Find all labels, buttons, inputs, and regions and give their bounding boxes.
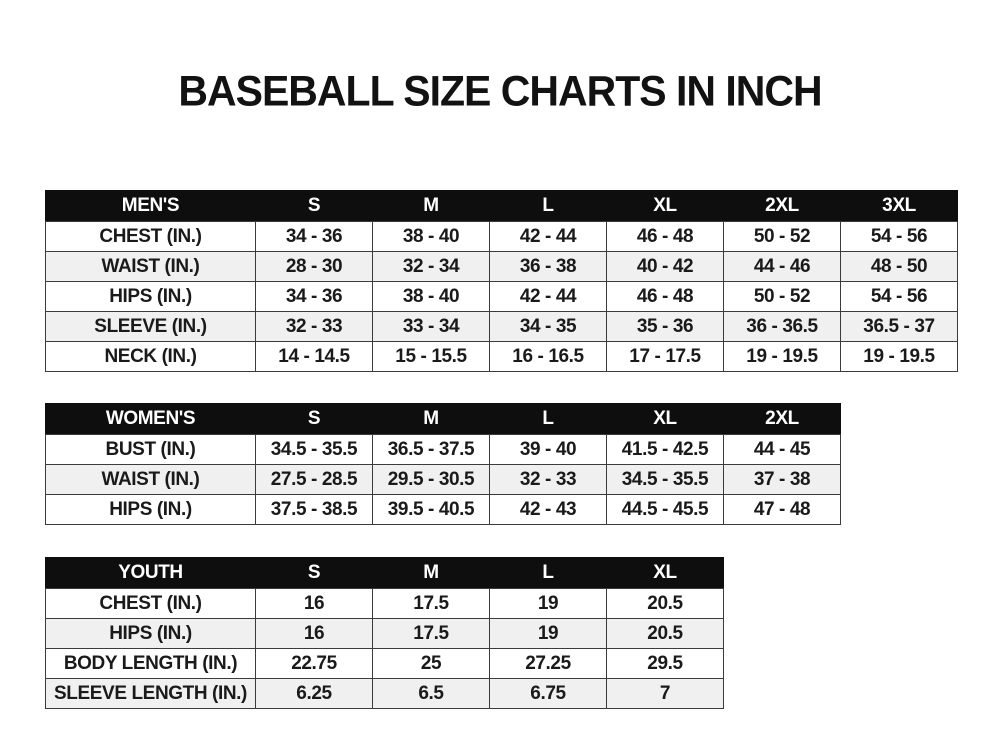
mens-size-cell: 32 - 33 xyxy=(256,312,373,342)
youth-size-cell: 6.5 xyxy=(373,679,490,709)
womens-table-row xyxy=(46,465,841,495)
mens-size-cell: 36 - 38 xyxy=(490,252,607,282)
womens-size-cell: 41.5 - 42.5 xyxy=(607,435,724,465)
youth-size-cell: 19 xyxy=(490,589,607,619)
womens-size-cell: 34.5 - 35.5 xyxy=(256,435,373,465)
womens-size-cell: 37.5 - 38.5 xyxy=(256,495,373,525)
mens-table-row xyxy=(46,312,958,342)
mens-row-label: CHEST (IN.) xyxy=(46,222,256,252)
mens-size-header: S xyxy=(256,191,373,222)
youth-size-cell: 22.75 xyxy=(256,649,373,679)
womens-size-cell: 27.5 - 28.5 xyxy=(256,465,373,495)
womens-size-cell: 44 - 45 xyxy=(724,435,841,465)
youth-size-cell: 19 xyxy=(490,619,607,649)
mens-size-cell: 38 - 40 xyxy=(373,222,490,252)
youth-size-cell: 7 xyxy=(607,679,724,709)
mens-size-header: XL xyxy=(607,191,724,222)
youth-size-cell: 16 xyxy=(256,589,373,619)
youth-size-header: XL xyxy=(607,558,724,589)
mens-size-header: L xyxy=(490,191,607,222)
womens-row-label: HIPS (IN.) xyxy=(46,495,256,525)
youth-size-cell: 17.5 xyxy=(373,589,490,619)
mens-size-cell: 19 - 19.5 xyxy=(724,342,841,372)
womens-header-row xyxy=(46,404,841,435)
womens-size-header: S xyxy=(256,404,373,435)
youth-size-cell: 6.25 xyxy=(256,679,373,709)
mens-size-cell: 54 - 56 xyxy=(841,222,958,252)
youth-table-row xyxy=(46,649,724,679)
mens-size-cell: 36.5 - 37 xyxy=(841,312,958,342)
youth-size-header: L xyxy=(490,558,607,589)
mens-size-cell: 48 - 50 xyxy=(841,252,958,282)
womens-table-row xyxy=(46,435,841,465)
mens-size-cell: 42 - 44 xyxy=(490,282,607,312)
mens-size-header: 3XL xyxy=(841,191,958,222)
womens-size-cell: 47 - 48 xyxy=(724,495,841,525)
youth-size-cell: 27.25 xyxy=(490,649,607,679)
youth-table-row xyxy=(46,679,724,709)
womens-size-cell: 37 - 38 xyxy=(724,465,841,495)
womens-size-cell: 42 - 43 xyxy=(490,495,607,525)
youth-table-row xyxy=(46,589,724,619)
womens-size-header: 2XL xyxy=(724,404,841,435)
youth-row-label: BODY LENGTH (IN.) xyxy=(46,649,256,679)
mens-size-cell: 40 - 42 xyxy=(607,252,724,282)
mens-size-cell: 32 - 34 xyxy=(373,252,490,282)
youth-size-cell: 20.5 xyxy=(607,619,724,649)
mens-size-table xyxy=(45,190,958,372)
mens-table-row xyxy=(46,252,958,282)
mens-size-cell: 50 - 52 xyxy=(724,222,841,252)
womens-table-row xyxy=(46,495,841,525)
womens-size-cell: 39.5 - 40.5 xyxy=(373,495,490,525)
youth-size-header: S xyxy=(256,558,373,589)
youth-size-header: M xyxy=(373,558,490,589)
mens-size-cell: 34 - 35 xyxy=(490,312,607,342)
mens-row-label: WAIST (IN.) xyxy=(46,252,256,282)
mens-size-cell: 54 - 56 xyxy=(841,282,958,312)
mens-size-cell: 35 - 36 xyxy=(607,312,724,342)
youth-size-cell: 25 xyxy=(373,649,490,679)
womens-group-label: WOMEN'S xyxy=(46,404,256,435)
mens-size-cell: 38 - 40 xyxy=(373,282,490,312)
mens-table-row xyxy=(46,222,958,252)
womens-size-table xyxy=(45,403,841,525)
mens-row-label: SLEEVE (IN.) xyxy=(46,312,256,342)
mens-size-cell: 36 - 36.5 xyxy=(724,312,841,342)
youth-size-cell: 20.5 xyxy=(607,589,724,619)
mens-size-cell: 44 - 46 xyxy=(724,252,841,282)
mens-size-header: M xyxy=(373,191,490,222)
youth-row-label: CHEST (IN.) xyxy=(46,589,256,619)
mens-size-cell: 14 - 14.5 xyxy=(256,342,373,372)
womens-size-header: XL xyxy=(607,404,724,435)
mens-size-cell: 34 - 36 xyxy=(256,282,373,312)
womens-size-cell: 39 - 40 xyxy=(490,435,607,465)
mens-header-row xyxy=(46,191,958,222)
mens-size-cell: 34 - 36 xyxy=(256,222,373,252)
mens-table-row xyxy=(46,342,958,372)
womens-size-cell: 34.5 - 35.5 xyxy=(607,465,724,495)
womens-row-label: BUST (IN.) xyxy=(46,435,256,465)
youth-size-cell: 17.5 xyxy=(373,619,490,649)
womens-size-cell: 44.5 - 45.5 xyxy=(607,495,724,525)
mens-size-header: 2XL xyxy=(724,191,841,222)
youth-size-cell: 29.5 xyxy=(607,649,724,679)
mens-size-cell: 33 - 34 xyxy=(373,312,490,342)
youth-row-label: HIPS (IN.) xyxy=(46,619,256,649)
youth-size-cell: 6.75 xyxy=(490,679,607,709)
mens-size-cell: 28 - 30 xyxy=(256,252,373,282)
mens-size-cell: 42 - 44 xyxy=(490,222,607,252)
mens-table-row xyxy=(46,282,958,312)
youth-group-label: YOUTH xyxy=(46,558,256,589)
womens-size-cell: 29.5 - 30.5 xyxy=(373,465,490,495)
mens-size-cell: 46 - 48 xyxy=(607,222,724,252)
youth-header-row xyxy=(46,558,724,589)
mens-size-cell: 19 - 19.5 xyxy=(841,342,958,372)
mens-group-label: MEN'S xyxy=(46,191,256,222)
mens-row-label: HIPS (IN.) xyxy=(46,282,256,312)
youth-row-label: SLEEVE LENGTH (IN.) xyxy=(46,679,256,709)
mens-size-cell: 46 - 48 xyxy=(607,282,724,312)
youth-size-table xyxy=(45,557,724,709)
womens-size-cell: 36.5 - 37.5 xyxy=(373,435,490,465)
womens-row-label: WAIST (IN.) xyxy=(46,465,256,495)
womens-size-header: L xyxy=(490,404,607,435)
womens-size-cell: 32 - 33 xyxy=(490,465,607,495)
mens-size-cell: 50 - 52 xyxy=(724,282,841,312)
mens-row-label: NECK (IN.) xyxy=(46,342,256,372)
page-title: BASEBALL SIZE CHARTS IN INCH xyxy=(178,66,822,116)
mens-size-cell: 16 - 16.5 xyxy=(490,342,607,372)
womens-size-header: M xyxy=(373,404,490,435)
youth-size-cell: 16 xyxy=(256,619,373,649)
mens-size-cell: 17 - 17.5 xyxy=(607,342,724,372)
youth-table-row xyxy=(46,619,724,649)
mens-size-cell: 15 - 15.5 xyxy=(373,342,490,372)
